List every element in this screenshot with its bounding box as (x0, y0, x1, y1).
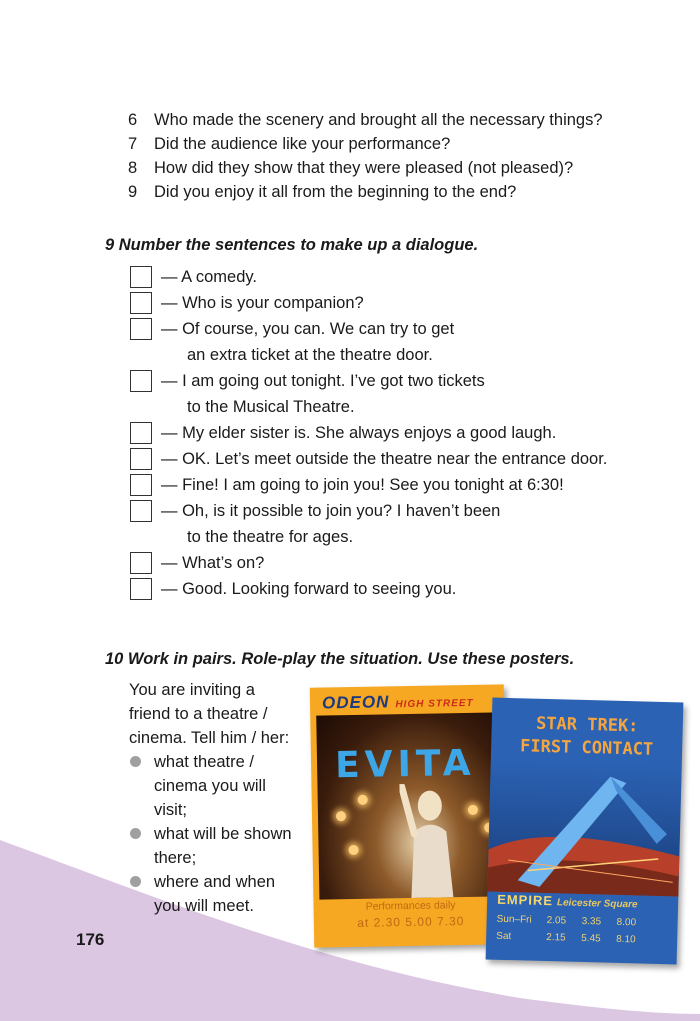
role-play-task (129, 678, 309, 918)
question-item (128, 156, 603, 180)
bullet-dot-icon (130, 876, 141, 887)
dialogue-line (130, 446, 650, 472)
dialogue-text: — OK. Let’s meet outside the theatre near the entrance door. (161, 450, 608, 468)
dialogue-continuation: to the theatre for ages. (187, 528, 354, 546)
dialogue-line (130, 368, 650, 394)
dialogue-text: — I am going out tonight. I’ve got two tickets (161, 372, 485, 390)
dialogue-line (130, 576, 650, 602)
bullet-dot-icon (130, 828, 141, 839)
title-line: FIRST CONTACT (519, 736, 654, 760)
poster-title (491, 712, 683, 763)
poster-venue (322, 691, 474, 714)
question-text: How did they show that they were pleased (not pleased)? (154, 159, 574, 177)
question-item (128, 108, 603, 132)
task-bullet (129, 870, 309, 918)
dialogue-line (130, 290, 650, 316)
dialogue-text: — Who is your companion? (161, 294, 364, 312)
poster-title: EVITA (334, 742, 476, 787)
showtime: 2.05 (546, 915, 567, 927)
number-answer-box[interactable] (130, 500, 152, 522)
venue-name: EMPIRE (496, 891, 554, 909)
dialogue-text: — A comedy. (161, 268, 257, 286)
number-answer-box[interactable] (130, 552, 152, 574)
question-list (128, 108, 603, 204)
question-text: Did the audience like your performance? (154, 135, 451, 153)
singer-figure (399, 783, 461, 898)
question-item (128, 132, 603, 156)
bullet-dot-icon (130, 756, 141, 767)
venue-name: ODEON (321, 692, 390, 713)
number-answer-box[interactable] (130, 448, 152, 470)
question-item (128, 180, 603, 204)
venue-location: Leicester Square (556, 897, 638, 911)
bullet-text: where and when you will meet. (154, 873, 276, 915)
evita-poster (310, 684, 509, 947)
dialogue-text: — Of course, you can. We can try to get (161, 320, 455, 338)
star-trek-poster (486, 698, 684, 965)
dialogue-text: — My elder sister is. She always enjoys a good laugh. (161, 424, 557, 442)
task-bullet (129, 822, 309, 870)
number-answer-box[interactable] (130, 474, 152, 496)
dialogue-text: — What’s on? (161, 554, 265, 572)
dialogue-continuation: to the Musical Theatre. (187, 398, 355, 416)
poster-venue (497, 892, 638, 911)
dialogue-text: — Oh, is it possible to join you? I haven’t been (161, 502, 501, 520)
poster-photo (316, 712, 501, 899)
showtime: 8.00 (616, 916, 637, 929)
exercise-9-heading: 9 Number the sentences to make up a dialogue. (105, 236, 479, 254)
task-intro: You are inviting a friend to a theatre / cinema. Tell him / her: (129, 681, 290, 747)
question-text: Who made the scenery and brought all the necessary things? (154, 111, 603, 129)
poster-info (313, 896, 508, 931)
exercise-10-heading: 10 Work in pairs. Role-play the situation. Use these posters. (105, 650, 575, 668)
showtime-day: Sat (496, 930, 512, 943)
number-answer-box[interactable] (130, 292, 152, 314)
number-answer-box[interactable] (130, 266, 152, 288)
dialogue-list (130, 264, 650, 602)
task-bullets (129, 750, 309, 918)
number-answer-box[interactable] (130, 370, 152, 392)
showtime: 8.10 (616, 933, 636, 946)
dialogue-line (130, 498, 650, 524)
dialogue-text: — Good. Looking forward to seeing you. (161, 580, 457, 598)
dialogue-continuation: an extra ticket at the theatre door. (187, 346, 433, 364)
showtimes-row (496, 929, 651, 950)
number-answer-box[interactable] (130, 318, 152, 340)
dialogue-line (130, 550, 650, 576)
question-number: 9 (128, 183, 138, 201)
number-answer-box[interactable] (130, 422, 152, 444)
title-line: STAR TREK: (535, 713, 639, 737)
page-number: 176 (76, 930, 105, 949)
question-number: 7 (128, 135, 138, 153)
showtime: 2.15 (546, 932, 566, 944)
dialogue-line (130, 420, 650, 446)
performance-note: Performances daily (365, 899, 456, 913)
question-text: Did you enjoy it all from the beginning to the end? (154, 183, 517, 201)
poster-artwork (487, 760, 681, 897)
dialogue-line (130, 472, 650, 498)
showtime: 5.45 (581, 932, 601, 945)
showtime: 3.35 (581, 915, 602, 928)
question-number: 6 (128, 111, 138, 129)
bullet-text: what will be shown there; (154, 825, 292, 867)
venue-street: HIGH STREET (395, 697, 474, 711)
number-answer-box[interactable] (130, 578, 152, 600)
performance-times: at 2.30 5.00 7.30 (357, 914, 465, 930)
task-bullet (129, 750, 309, 822)
dialogue-text: — Fine! I am going to join you! See you tonight at 6:30! (161, 476, 564, 494)
dialogue-line (130, 316, 650, 342)
bullet-text: what theatre / cinema you will visit; (154, 753, 266, 819)
showtimes-table (496, 912, 652, 950)
showtime-day: Sun–Fri (496, 913, 532, 926)
question-number: 8 (128, 159, 138, 177)
dialogue-line (130, 264, 650, 290)
